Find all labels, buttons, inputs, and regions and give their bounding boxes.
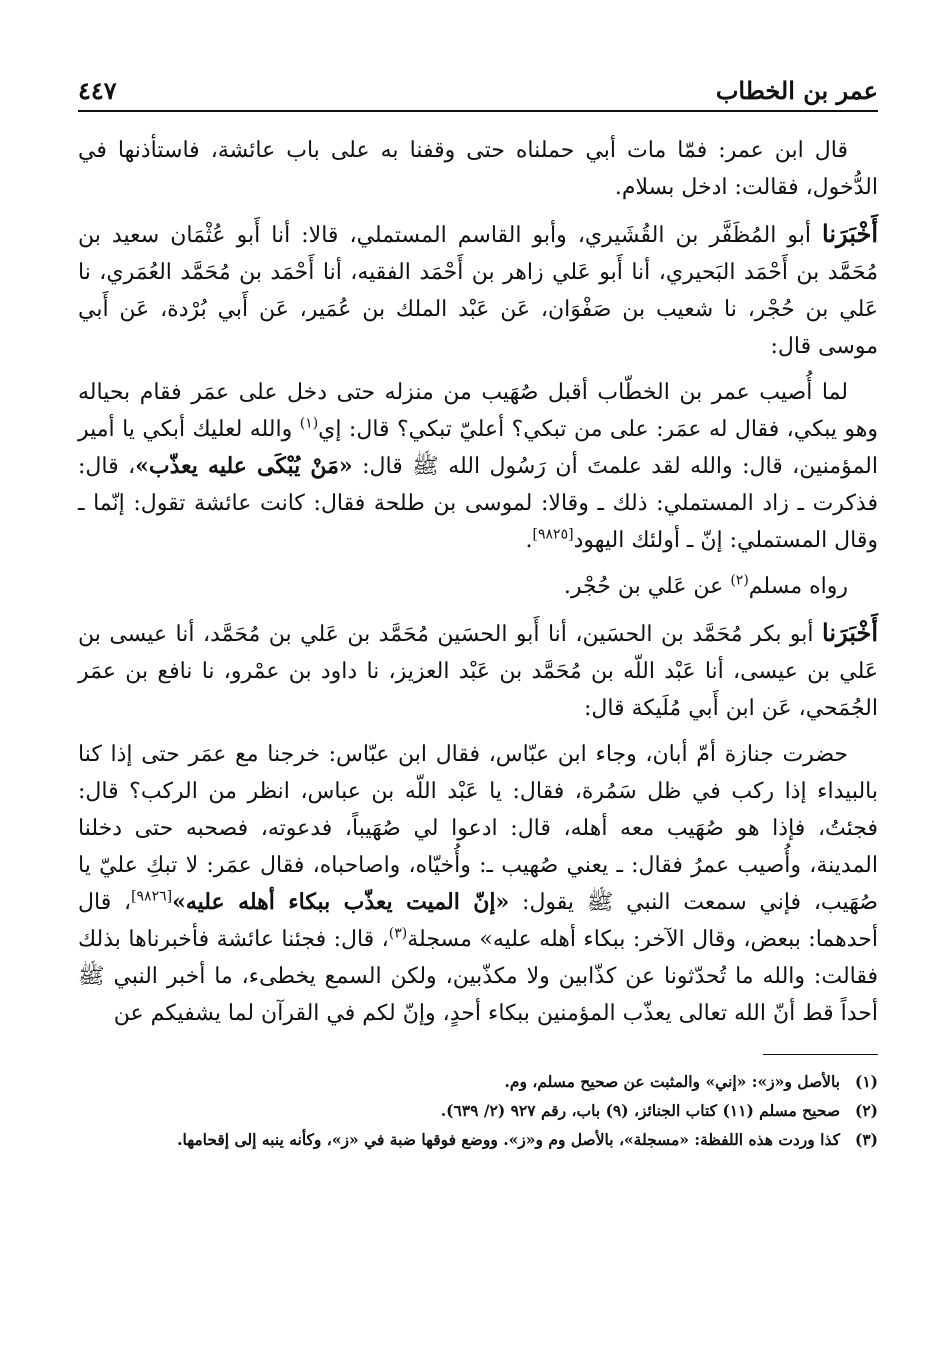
footnote-divider <box>763 1054 878 1055</box>
footnote-item <box>78 1096 878 1125</box>
running-title: عمر بن الخطاب <box>715 76 878 105</box>
paragraph-ibn-umar <box>78 132 878 206</box>
riwaya-text: رواه مسلم <box>748 574 848 599</box>
main-text <box>78 132 878 1032</box>
isnad-paragraph-2 <box>78 614 878 727</box>
akhbarana-lead: أَخْبَرَنا <box>822 618 878 647</box>
isnad-text: أبو بكر مُحَمَّد بن الحسَين، أنا أَبو الحسَين مُحَمَّد بن عَلي بن مُحَمَّد، أنا عيسى بن عَلي بن عيسى، أنا عَبْد اللّه بن مُحَمَّد بن عَبْد العزيز، نا داود بن عمْرو، نا نافع بن عمَر الجُمَحي، عَن ابن أَبي مُلَيكة قال: <box>78 622 878 721</box>
hadith-paragraph-2 <box>78 736 878 1032</box>
paragraph-text: قال ابن عمر: فمّا مات أبي حملناه حتى وقفنا به على باب عائشة، فاستأذنها في الدُّخول، فقالت: ادخل بسلام. <box>78 138 878 200</box>
footnotes-section <box>78 1054 878 1154</box>
footnote-item <box>78 1067 878 1096</box>
sentence-end: . <box>525 528 533 553</box>
riwaya-text: عن عَلي بن حُجْر. <box>563 574 731 599</box>
footnote-number: (١) <box>854 1072 878 1091</box>
footnote-ref-1[interactable]: (١) <box>299 415 319 432</box>
akhbarana-lead: أَخْبَرَنا <box>822 219 878 248</box>
footnote-ref-2[interactable]: (٢) <box>730 572 749 589</box>
hadith-quote: «إنّ الميت يعذّب ببكاء أهله عليه» <box>172 889 510 915</box>
hadith-quote: «مَنْ يُبْكَى عليه يعذّب» <box>135 453 353 479</box>
footnote-number: (٢) <box>854 1101 878 1120</box>
hadith-number-ref: [٩٨٢٦] <box>131 888 173 905</box>
hadith-text: والله لعليك أبكي يا أمير المؤمنين، قال: والله لقد علمتَ أن رَسُول الله ﷺ قال: <box>78 417 878 479</box>
hadith-paragraph-1 <box>78 374 878 559</box>
isnad-paragraph-1 <box>78 215 878 365</box>
book-page <box>78 70 878 1154</box>
isnad-text: أبو المُظَفَّر بن القُشَيري، وأبو القاسم المستملي، قالا: أنا أَبو عُثْمَان سعيد بن مُحَمَّد بن أَحْمَد البَحيري، أنا أَبو عَلي زاهر بن أَحْمَد الفقيه، أنا أَحْمَد بن مُحَمَّد العُمَري، نا عَلي بن حُجْر، نا شعيب بن صَفْوَان، عَن عَبْد الملك بن عُمَير، عَن أَبي بُرْدة، عَن أَبي موسى قال: <box>78 223 878 359</box>
footnote-number: (٣) <box>854 1130 878 1149</box>
page-number: ٤٤٧ <box>78 76 117 105</box>
hadith-text: ، قال: فجئنا عائشة فأخبرناها بذلك فقالت: والله ما تُحدّثونا عن كذّابين ولا مكذّبين، ولكن السمع يخطىء، ما أخبر النبي ﷺ أحداً قط أنّ الله تعالى يعذّب المؤمنين ببكاء أحدٍ، وإنّ لكم في القرآن لما يشفيكم عن <box>78 927 878 1026</box>
hadith-text: ، قال أحدهما: ببعض، وقال الآخر: ببكاء أهله عليه» مسجلة <box>78 890 878 952</box>
hadith-text: ، قال: فذكرت ـ زاد المستملي: ذلك ـ وقالا: لموسى بن طلحة فقال: كانت عائشة تقول: إنّما ـ وقال المستملي: إنّ ـ أولئك اليهود <box>78 454 878 553</box>
footnote-text: بالأصل و«ز»: «إني» والمثبت عن صحيح مسلم، وم. <box>504 1072 840 1091</box>
riwaya-line <box>78 568 878 605</box>
page-header <box>78 70 878 112</box>
hadith-text: لما أُصيب عمر بن الخطّاب أقبل صُهَيب من منزله حتى دخل على عمَر فقام بحياله وهو يبكي، فقال له عمَر: على من تبكي؟ أعليّ تبكي؟ قال: إي <box>78 380 879 442</box>
hadith-number-ref: [٩٨٢٥] <box>532 526 574 543</box>
footnote-item <box>78 1125 878 1154</box>
hadith-text: حضرت جنازة أمّ أبان، وجاء ابن عبّاس، فقال ابن عبّاس: خرجنا مع عمَر حتى إذا كنا بالبيداء إذا ركب في ظل سَمُرة، فقال: يا عَبْد اللّه بن عباس، انظر من الركب؟ قال: فجئتُ، فإذا هو صُهَيب معه أهله، قال: ادعوا لي صُهَيباً، فدعوته، فصحبه حتى دخلنا المدينة، وأُصيب عمرُ فقال: ـ يعني صُهيب ـ: وأُخيّاه، واصاحباه، فقال عمَر: لا تبكِ عليّ يا صُهَيب، فإني سمعت النبي ﷺ يقول: <box>78 742 878 915</box>
footnote-text: صحيح مسلم (١١) كتاب الجنائز، (٩) باب، رقم ٩٢٧ (٢/ ٦٣٩). <box>440 1101 840 1120</box>
footnote-ref-3[interactable]: (٣) <box>388 925 408 942</box>
footnote-text: كذا وردت هذه اللفظة: «مسجلة»، بالأصل وم و«ز». ووضع فوقها ضبة في «ز»، وكأنه ينبه إلى إقحامها. <box>177 1130 840 1149</box>
